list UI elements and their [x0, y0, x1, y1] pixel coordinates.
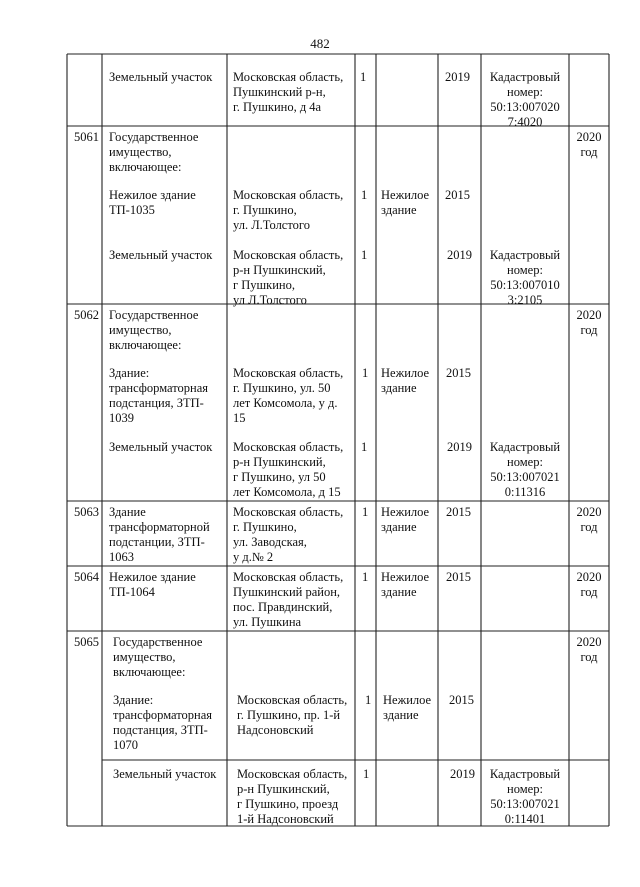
page-number: 482: [310, 36, 330, 51]
object-address: Московская область, г. Пушкино, ул. Заводская, у д.№ 2: [233, 505, 344, 564]
object-name: Земельный участок: [109, 70, 213, 84]
object-address: Московская область, г. Пушкино, пр. 1-й Надсоновский: [237, 693, 348, 737]
cadastral-number: Кадастровый номер: 50:13:007020 7:4020: [489, 70, 561, 129]
object-address: Московская область, г. Пушкино, ул. 50 лет Комсомола, у д. 15: [233, 366, 344, 425]
deadline: 2020 год: [576, 505, 602, 534]
object-year: 2015: [446, 366, 471, 380]
object-name: Здание: трансформаторная подстанция, ЗТП- 1039: [109, 366, 209, 425]
object-address: Московская область, Пушкинский район, пос. Правдинский, ул. Пушкина: [233, 570, 344, 629]
property-heading: Государственное имущество, включающее:: [113, 635, 203, 679]
object-quantity: 1: [362, 366, 369, 380]
object-year: 2015: [449, 693, 474, 707]
deadline: 2020 год: [576, 130, 602, 159]
row-number: 5065: [74, 635, 99, 649]
row-number: 5061: [74, 130, 99, 144]
deadline: 2020 год: [576, 570, 602, 599]
object-quantity: 1: [361, 188, 368, 202]
cadastral-number: Кадастровый номер: 50:13:007021 0:11316: [489, 440, 561, 499]
row-number: 5062: [74, 308, 99, 322]
cadastral-number: Кадастровый номер: 50:13:007021 0:11401: [489, 767, 561, 826]
object-quantity: 1: [362, 570, 369, 584]
object-address: Московская область, Пушкинский р-н, г. Пушкино, д 4а: [233, 70, 344, 114]
object-type: Нежилое здание: [383, 693, 432, 722]
object-name: Земельный участок: [109, 440, 213, 454]
deadline: 2020 год: [576, 308, 602, 337]
object-address: Московская область, р-н Пушкинский, г Пушкино, проезд 1-й Надсоновский: [237, 767, 348, 826]
object-quantity: 1: [361, 440, 368, 454]
object-name: Земельный участок: [109, 248, 213, 262]
object-type: Нежилое здание: [381, 366, 430, 395]
cadastral-number: Кадастровый номер: 50:13:007010 3:2105: [489, 248, 561, 307]
object-quantity: 1: [363, 767, 370, 781]
object-year: 2019: [447, 440, 472, 454]
object-quantity: 1: [360, 70, 367, 84]
object-year: 2019: [450, 767, 475, 781]
object-address: Московская область, г. Пушкино, ул. Л.Толстого: [233, 188, 344, 232]
property-heading: Государственное имущество, включающее:: [109, 308, 199, 352]
object-name: Нежилое здание ТП-1064: [109, 570, 196, 599]
object-type: Нежилое здание: [381, 505, 430, 534]
object-year: 2019: [445, 70, 470, 84]
object-type: Нежилое здание: [381, 570, 430, 599]
object-address: Московская область, р-н Пушкинский, г Пушкино, ул Л.Толстого: [233, 248, 344, 307]
object-name: Земельный участок: [113, 767, 217, 781]
object-name: Здание: трансформаторная подстанция, ЗТП- 1070: [113, 693, 213, 752]
object-quantity: 1: [361, 248, 368, 262]
object-quantity: 1: [362, 505, 369, 519]
property-heading: Государственное имущество, включающее:: [109, 130, 199, 174]
object-address: Московская область, р-н Пушкинский, г Пушкино, ул 50 лет Комсомола, д 15: [233, 440, 344, 499]
deadline: 2020 год: [576, 635, 602, 664]
object-type: Нежилое здание: [381, 188, 430, 217]
row-number: 5063: [74, 505, 99, 519]
object-quantity: 1: [365, 693, 372, 707]
row-number: 5064: [74, 570, 99, 584]
object-name: Нежилое здание ТП-1035: [109, 188, 196, 217]
object-year: 2019: [447, 248, 472, 262]
object-year: 2015: [445, 188, 470, 202]
object-year: 2015: [446, 505, 471, 519]
object-year: 2015: [446, 570, 471, 584]
object-name: Здание трансформаторной подстанции, ЗТП- 1063: [109, 505, 210, 564]
